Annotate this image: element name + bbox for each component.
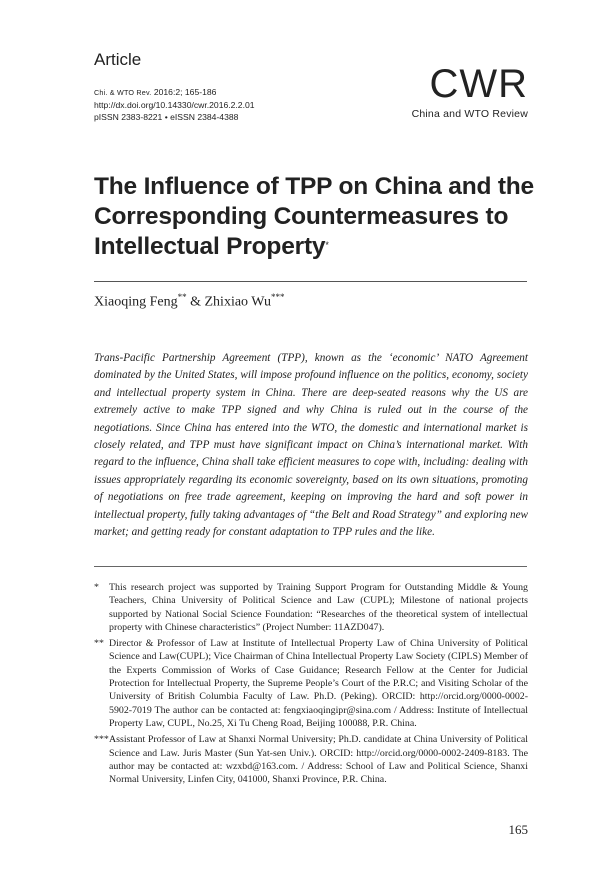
footnote-mark: *** — [94, 734, 109, 746]
author-footnote-mark[interactable]: ** — [177, 292, 187, 302]
footnote — [94, 733, 528, 786]
issn-line: pISSN 2383-8221 • eISSN 2384-4388 — [94, 112, 239, 122]
author-line — [94, 292, 284, 311]
author-name: Zhixiao Wu — [204, 294, 271, 310]
citation-line — [94, 86, 255, 99]
citation-details: 2016:2; 165-186 — [151, 87, 217, 97]
footnote-mark: * — [94, 582, 99, 593]
footnote-text: Director & Professor of Law at Institute of Intellectual Property Law of China University of Political Science and Law(CUPL); Vice Chairman of China Intellectual Property Law Society (CIPLS) Member of the Experts Commission of Works of Case Guidance; Research Fellow at the Center for Judicial Protection for Intellectual Property, the Supreme People’s Court of the P.R.C; and Visiting Scholar of the University of British Columbia Faculty of Law. Ph.D. (Peking). ORCID: http://orcid.org/0000-0002-5902-7019 The author can be contacted at: fengxiaoqingipr@sina.com / Address: Institute of Intellectual Property Law, CUPL, No.25, Xi Tu Cheng Road, Beijing 100088, P.R. China. — [109, 638, 528, 729]
title-footnote-mark[interactable]: * — [325, 240, 329, 250]
citation-block — [94, 86, 255, 123]
journal-logo — [388, 64, 528, 120]
logo-subtitle: China and WTO Review — [411, 108, 528, 120]
logo-text: CWR — [429, 62, 528, 106]
footnote-mark: ** — [94, 638, 104, 650]
footnote-divider — [94, 566, 527, 567]
author-footnote-mark[interactable]: *** — [270, 292, 285, 302]
author-separator: & — [186, 294, 205, 310]
title-divider — [94, 281, 527, 282]
article-title-text: The Influence of TPP on China and the Corresponding Countermeasures to Intellectual Property — [94, 173, 534, 260]
section-label: Article — [94, 50, 142, 69]
journal-abbrev: Chi. & WTO Rev. — [94, 88, 152, 97]
footnote-text: This research project was supported by Training Support Program for Outstanding Middle & Young Teachers, China University of Political Science and Law (CUPL); Milestone of national projects supported by National Social Science Foundation: “Researches of the theoretical system of intellectual property with Chinese characteristics” (Project Number: 11AZD047). — [109, 582, 528, 633]
footnote — [94, 637, 528, 730]
footnote-text: Assistant Professor of Law at Shanxi Normal University; Ph.D. candidate at China University of Political Science and Law. Juris Master (Sun Yat-sen Univ.). ORCID: http://orcid.org/0000-0002-2409-8183. The author may be contacted at: wzxbd@163.com. / Address: School of Law and Political Science, Shanxi Normal University, Linfen City, 041000, Shanxi Province, P.R. China. — [109, 734, 528, 786]
footnote — [94, 581, 528, 634]
author-name: Xiaoqing Feng — [94, 294, 178, 310]
article-title — [94, 172, 534, 262]
page-number: 165 — [508, 822, 528, 837]
footnotes — [94, 581, 528, 789]
doi-link[interactable]: http://dx.doi.org/10.14330/cwr.2016.2.2.01 — [94, 100, 255, 110]
abstract: Trans-Pacific Partnership Agreement (TPP), known as the ‘economic’ NATO Agreement dominated by the United States, will impose profound influence on the politics, economy, society and intellectual property system in China. There are deep-seated reasons why the US are extremely active to make TPP signed and why China is ruled out in the course of the negotiations. Since China has entered into the WTO, the domestic and international market is closely related, and TPP must have significant impact on China’s international market. With regard to the influence, China shall take efficient measures to cope with, including: dealing with issues appropriately regarding its economic sovereignty, based on its own situations, promoting of negotiations on free trade agreement, keeping on improving the hard and soft power in intellectual property, fully taking advantages of “the Belt and Road Strategy” and exploring new market; and getting ready for constant adaptation to TPP rules and the like. — [94, 352, 528, 539]
